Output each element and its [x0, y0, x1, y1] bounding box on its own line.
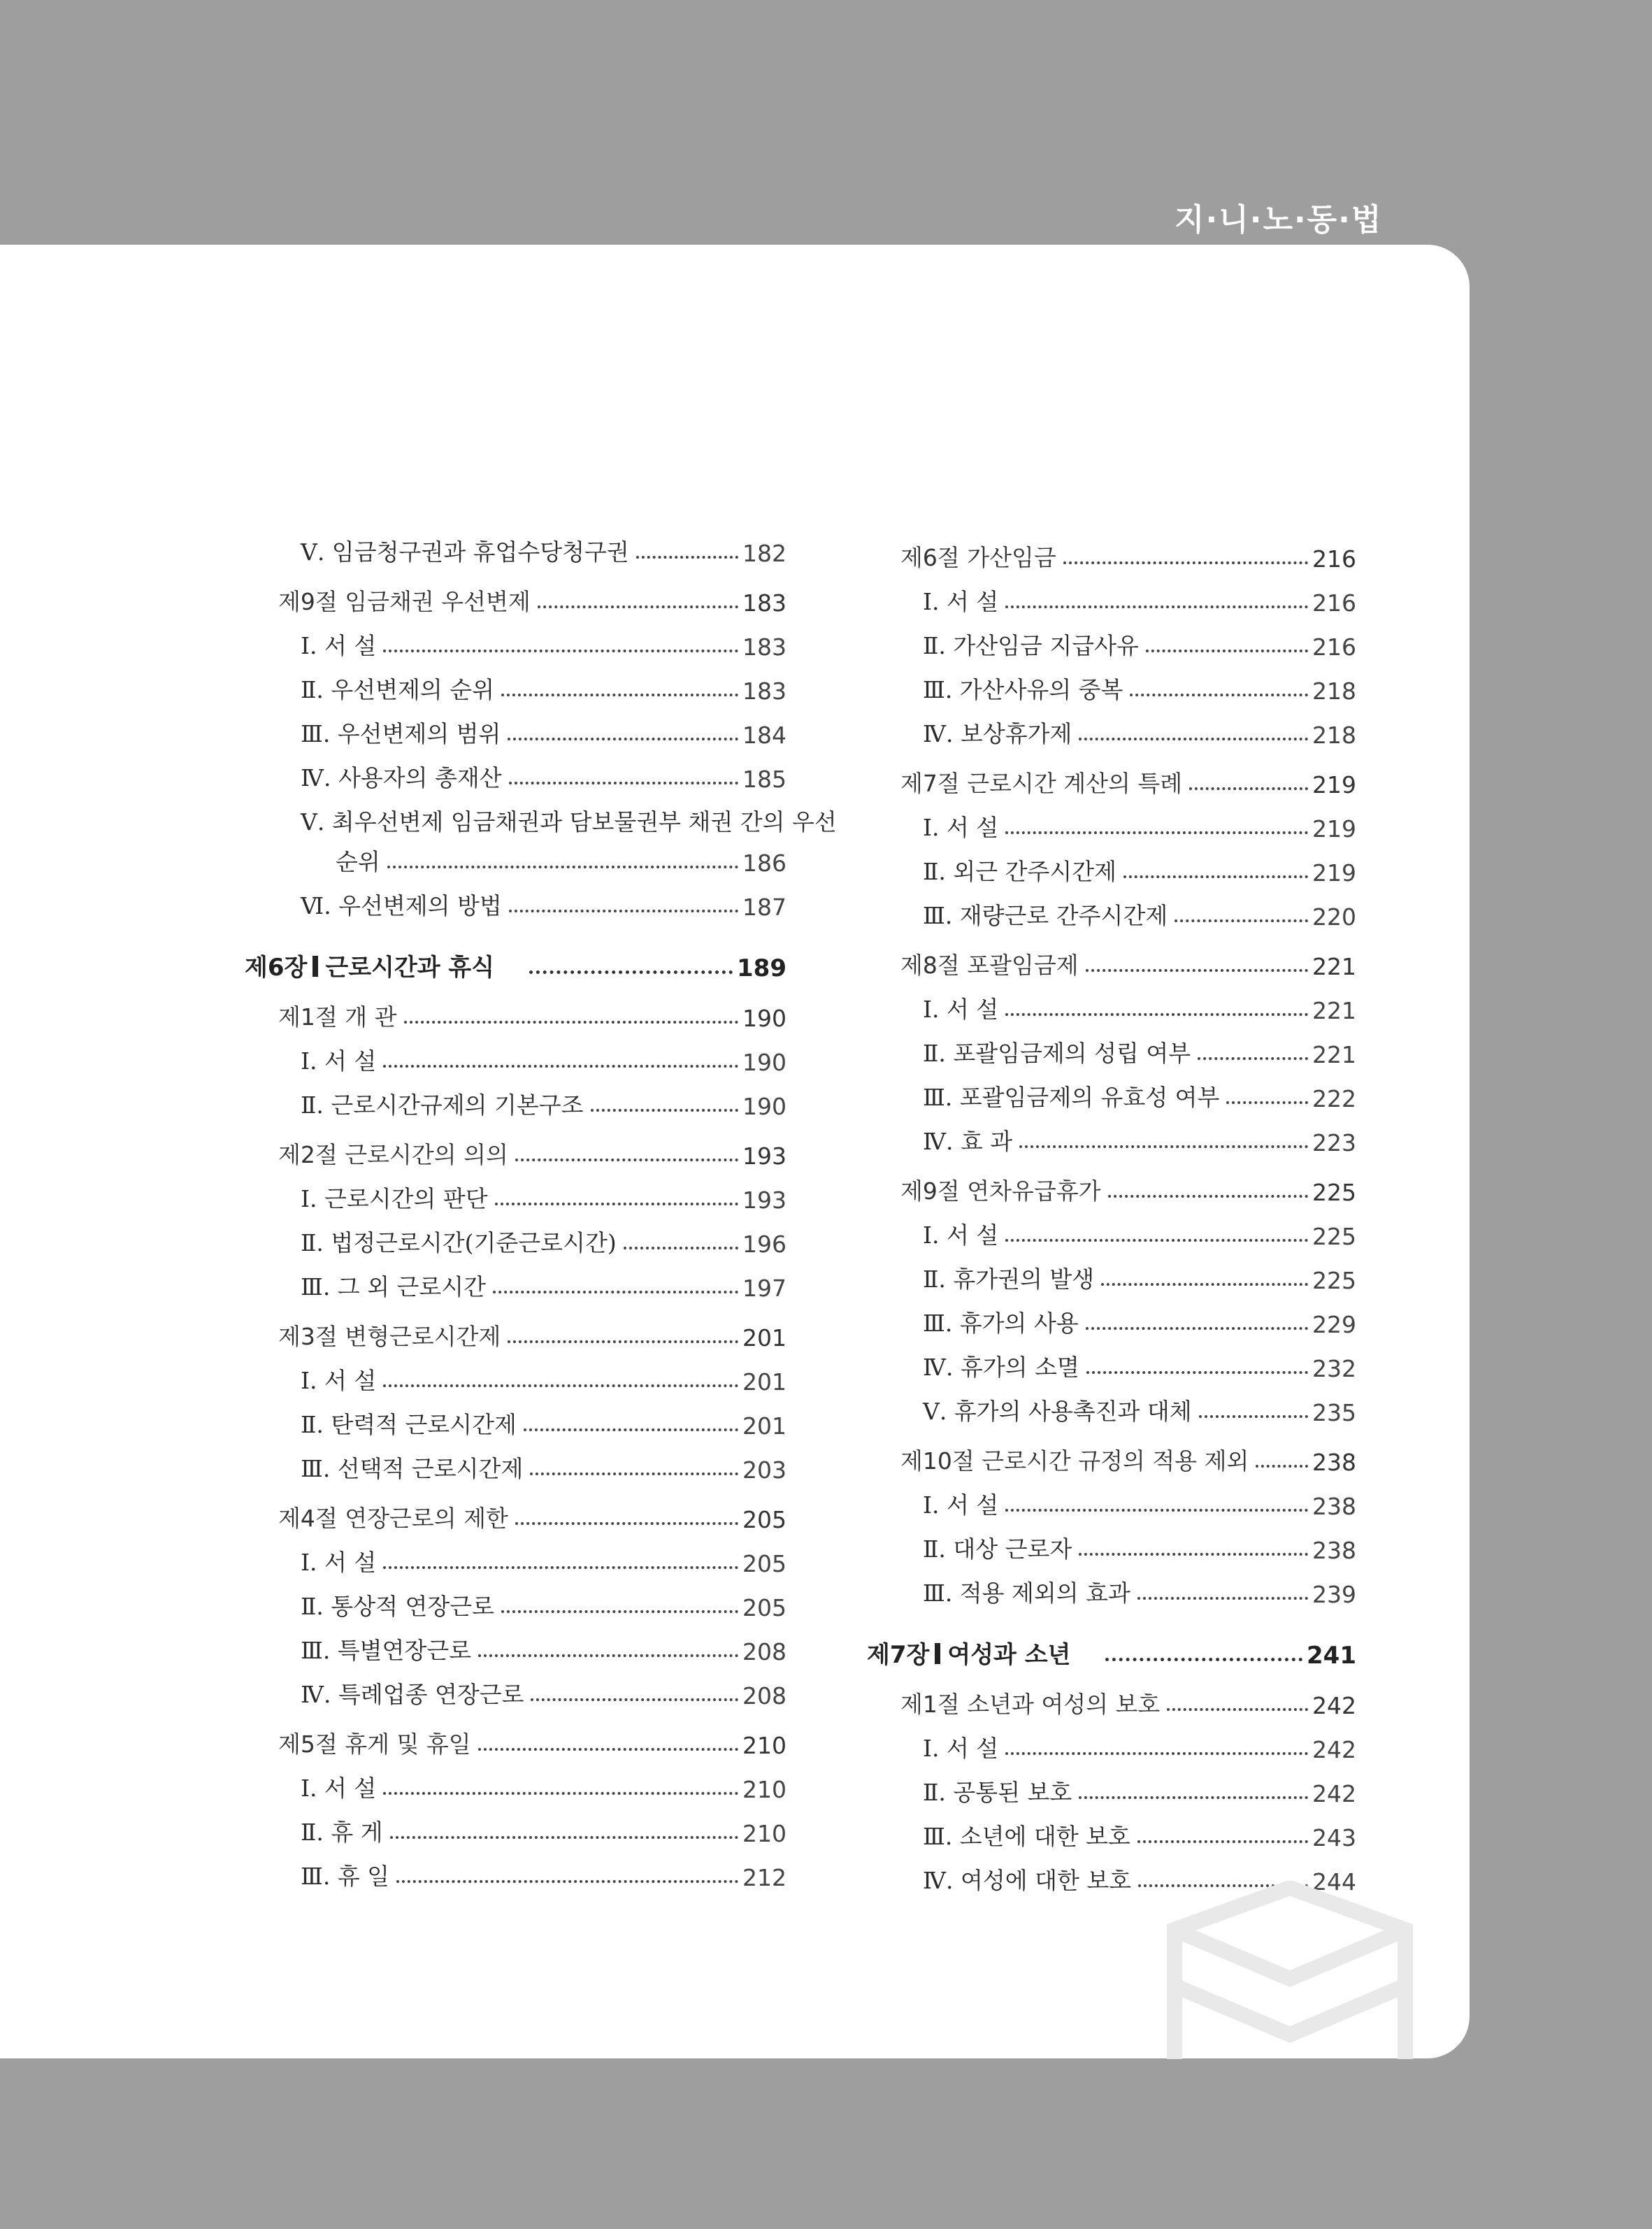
page-number: 223 — [1312, 1129, 1356, 1156]
toc-item — [867, 980, 1356, 1024]
toc-section — [245, 982, 787, 1032]
page-number: 218 — [1312, 678, 1356, 705]
dot-leader — [1167, 1708, 1308, 1711]
page-number: 210 — [742, 1732, 787, 1759]
page-number: 190 — [742, 1049, 787, 1076]
toc-item — [867, 1206, 1356, 1250]
dot-leader — [1005, 1239, 1308, 1242]
toc-item — [245, 1847, 787, 1891]
dot-leader — [501, 1610, 738, 1613]
toc-entry-title: Ⅳ. 특례업종 연장근로 — [301, 1681, 524, 1708]
page-number: 196 — [742, 1231, 787, 1258]
page-number: 183 — [742, 678, 787, 705]
dot-leader — [1005, 1509, 1308, 1512]
dot-leader — [478, 1748, 738, 1751]
page-number: 242 — [1312, 1692, 1356, 1719]
page-number: 185 — [742, 766, 787, 793]
toc-item — [245, 793, 837, 837]
page-number: 225 — [1312, 1267, 1356, 1294]
dot-leader — [1005, 605, 1308, 608]
dot-leader — [404, 1021, 739, 1024]
toc-item — [245, 661, 787, 705]
dot-leader — [636, 556, 738, 559]
dot-leader — [383, 1065, 738, 1068]
toc-item — [867, 1024, 1356, 1068]
dot-leader — [508, 1340, 738, 1343]
toc-entry-title: Ⅱ. 포괄임금제의 성립 여부 — [923, 1040, 1191, 1067]
toc-entry-title: 제5절 휴게 및 휴일 — [278, 1730, 471, 1758]
page-number: 229 — [1312, 1311, 1356, 1338]
page-number: 243 — [1312, 1824, 1356, 1851]
page-number: 210 — [742, 1776, 787, 1803]
toc-section — [867, 1426, 1356, 1476]
toc-item — [245, 1665, 787, 1710]
toc-section — [245, 1710, 787, 1759]
page-number: 183 — [742, 589, 787, 617]
page-number: 219 — [1312, 815, 1356, 843]
dot-leader — [624, 1247, 738, 1249]
dot-leader — [383, 1384, 738, 1387]
page-number: 238 — [1312, 1493, 1356, 1520]
toc-entry-title: Ⅱ. 공통된 보호 — [923, 1779, 1072, 1806]
chapter-title: 여성과 소년 — [947, 1641, 1071, 1669]
dot-leader — [515, 1159, 738, 1161]
dot-leader — [524, 1428, 738, 1431]
toc-item — [867, 1112, 1356, 1156]
toc-section — [867, 523, 1356, 573]
toc-entry-title: Ⅴ. 임금청구권과 휴업수당청구권 — [301, 538, 629, 566]
toc-entry-title: Ⅳ. 보상휴가제 — [923, 720, 1072, 747]
toc-item — [867, 1338, 1356, 1382]
toc-section — [245, 567, 787, 617]
toc-entry-title: Ⅱ. 휴 게 — [301, 1819, 383, 1846]
dot-leader — [478, 1654, 738, 1657]
toc-section — [867, 1670, 1356, 1719]
toc-item — [245, 523, 787, 567]
toc-right-column — [867, 523, 1356, 1895]
dot-leader — [531, 1698, 738, 1701]
toc-entry-title: 제1절 소년과 여성의 보호 — [900, 1691, 1161, 1718]
toc-entry-title: Ⅵ. 우선변제의 방법 — [301, 892, 502, 919]
page-number: 225 — [1312, 1223, 1356, 1250]
toc-item — [867, 1476, 1356, 1520]
toc-item — [867, 1520, 1356, 1564]
toc-entry-title: Ⅲ. 선택적 근로시간제 — [301, 1455, 524, 1482]
page-number: 221 — [1312, 1041, 1356, 1068]
toc-entry-title: Ⅰ. 서 설 — [301, 1549, 377, 1576]
chapter-title: 근로시간과 휴식 — [325, 954, 495, 982]
toc-entry-title: Ⅰ. 서 설 — [923, 814, 999, 841]
toc-section — [867, 931, 1356, 980]
toc-entry-title: 제3절 변형근로시간제 — [278, 1323, 501, 1350]
dot-leader — [591, 1109, 738, 1112]
dot-leader — [538, 605, 738, 608]
toc-item — [245, 1440, 787, 1484]
toc-item — [245, 749, 787, 793]
toc-entry-title: Ⅰ. 서 설 — [301, 1367, 377, 1394]
page-number: 219 — [1312, 859, 1356, 887]
dot-leader — [1146, 650, 1308, 652]
toc-entry-title: 제4절 연장근로의 제한 — [278, 1505, 508, 1532]
page-number: 189 — [737, 954, 787, 982]
page-number: 221 — [1312, 953, 1356, 980]
toc-entry-title: Ⅱ. 근로시간규제의 기본구조 — [301, 1091, 584, 1119]
dot-leader — [1101, 1283, 1308, 1286]
page-number: 238 — [1312, 1537, 1356, 1564]
dot-leader — [530, 1472, 738, 1475]
toc-entry-title: Ⅰ. 서 설 — [923, 996, 999, 1023]
page-number: 235 — [1312, 1399, 1356, 1426]
toc-entry-title: Ⅰ. 서 설 — [923, 1491, 999, 1519]
dot-leader — [1198, 1057, 1308, 1060]
dot-leader — [1105, 1658, 1302, 1661]
toc-item — [867, 705, 1356, 749]
toc-item — [245, 1032, 787, 1076]
toc-item — [245, 1170, 787, 1214]
dot-leader — [387, 866, 738, 868]
page-number: 218 — [1312, 722, 1356, 749]
page-number: 208 — [742, 1638, 787, 1665]
dot-leader — [501, 694, 738, 696]
toc-entry-title: Ⅰ. 서 설 — [301, 1047, 377, 1075]
toc-entry-title: Ⅱ. 우선변제의 순위 — [301, 676, 495, 703]
dot-leader — [509, 910, 738, 912]
toc-entry-title: Ⅰ. 서 설 — [301, 1775, 377, 1802]
dot-leader — [493, 1291, 738, 1293]
dot-leader — [1086, 969, 1308, 972]
toc-item — [867, 617, 1356, 661]
toc-left-column — [245, 523, 837, 1891]
toc-entry-title: Ⅰ. 서 설 — [923, 1221, 999, 1249]
dot-leader — [1256, 1465, 1308, 1468]
page-number: 210 — [742, 1820, 787, 1847]
page-number: 197 — [742, 1275, 787, 1302]
toc-section — [245, 1484, 787, 1533]
page-number: 212 — [742, 1864, 787, 1891]
page-number: 232 — [1312, 1355, 1356, 1382]
toc-entry-title: Ⅱ. 외근 간주시간제 — [923, 858, 1117, 885]
toc-entry-title: Ⅲ. 포괄임금제의 유효성 여부 — [923, 1084, 1220, 1111]
dot-leader — [1086, 1327, 1308, 1330]
page-number: 222 — [1312, 1085, 1356, 1112]
dot-leader — [508, 738, 738, 740]
dot-leader — [396, 1880, 738, 1883]
toc-entry-title: 제10절 근로시간 규정의 적용 제외 — [900, 1447, 1249, 1475]
toc-entry-title: 제9절 연차유급휴가 — [900, 1177, 1101, 1205]
toc-entry-title: Ⅴ. 최우선변제 임금채권과 담보물권부 채권 간의 우선 — [301, 808, 837, 836]
dot-leader — [1079, 1796, 1308, 1799]
toc-item — [867, 843, 1356, 887]
toc-entry-title: Ⅲ. 휴 일 — [301, 1863, 390, 1890]
toc-section — [245, 1120, 787, 1170]
page-number: 238 — [1312, 1449, 1356, 1476]
toc-section — [245, 1302, 787, 1352]
page-number: 201 — [742, 1368, 787, 1396]
toc-item — [245, 1803, 787, 1847]
page-number: 220 — [1312, 903, 1356, 931]
page-number: 201 — [742, 1324, 787, 1352]
toc-entry-title: Ⅲ. 휴가의 사용 — [923, 1310, 1079, 1337]
page-number: 239 — [1312, 1581, 1356, 1608]
toc-item — [867, 1068, 1356, 1112]
toc-item — [867, 573, 1356, 617]
dot-leader — [1137, 1840, 1308, 1843]
toc-item — [245, 617, 787, 661]
page-number: 183 — [742, 633, 787, 661]
toc-chapter — [245, 921, 787, 982]
toc-item — [245, 1577, 787, 1621]
dot-leader — [1123, 875, 1308, 878]
toc-entry-title: 순위 — [336, 848, 380, 875]
toc-entry-title: 제6절 가산임금 — [900, 544, 1056, 571]
dot-leader — [383, 1792, 738, 1795]
cube-logo-icon — [1164, 1881, 1416, 2059]
toc-item — [867, 1382, 1356, 1426]
page-number: 221 — [1312, 997, 1356, 1024]
toc-entry-title: Ⅲ. 특별연장근로 — [301, 1637, 472, 1664]
toc-entry-title: Ⅰ. 서 설 — [301, 632, 377, 659]
toc-entry-title: Ⅳ. 효 과 — [923, 1128, 1013, 1155]
dot-leader — [383, 1566, 738, 1569]
page-number: 225 — [1312, 1179, 1356, 1206]
dot-leader — [390, 1836, 738, 1839]
toc-entry-title: Ⅳ. 사용자의 총재산 — [301, 764, 502, 791]
page-number: 216 — [1312, 633, 1356, 661]
toc-item — [245, 1759, 787, 1803]
page-number: 187 — [742, 894, 787, 921]
toc-item — [245, 1258, 787, 1302]
toc-section — [867, 749, 1356, 798]
dot-leader — [1175, 919, 1308, 922]
page-number: 241 — [1307, 1642, 1356, 1670]
toc-entry-title: Ⅲ. 가산사유의 중복 — [923, 676, 1123, 703]
toc-entry-title: Ⅱ. 휴가권의 발생 — [923, 1266, 1095, 1293]
page-number: 205 — [742, 1550, 787, 1577]
dot-leader — [1005, 831, 1308, 834]
toc-item — [867, 1763, 1356, 1807]
toc-item — [245, 877, 787, 921]
toc-entry-title: Ⅴ. 휴가의 사용촉진과 대체 — [923, 1398, 1192, 1425]
page-number: 193 — [742, 1142, 787, 1170]
toc-entry-title: Ⅱ. 통상적 연장근로 — [301, 1593, 495, 1620]
page-number: 182 — [742, 540, 787, 567]
toc-entry-title: Ⅱ. 대상 근로자 — [923, 1535, 1072, 1563]
toc-item — [867, 1807, 1356, 1851]
page-number: 201 — [742, 1412, 787, 1440]
toc-item — [245, 837, 787, 877]
dot-leader — [1019, 1145, 1308, 1148]
toc-entry-title: Ⅲ. 우선변제의 범위 — [301, 720, 501, 747]
toc-item — [245, 1396, 787, 1440]
page-number: 219 — [1312, 771, 1356, 798]
toc-item — [867, 1294, 1356, 1338]
page-number: 216 — [1312, 545, 1356, 573]
toc-item — [245, 1076, 787, 1120]
toc-entry-title — [245, 948, 494, 982]
chapter-number: 제6장 — [245, 954, 308, 982]
toc-entry-title: 제1절 개 관 — [278, 1003, 397, 1031]
page-number: 193 — [742, 1187, 787, 1214]
dot-leader — [1226, 1101, 1308, 1104]
chapter-bar-icon — [313, 956, 318, 977]
toc-entry-title: Ⅳ. 여성에 대한 보호 — [923, 1867, 1132, 1894]
toc-item — [867, 798, 1356, 843]
page-number: 205 — [742, 1594, 787, 1621]
dot-leader — [1005, 1752, 1308, 1755]
page-number: 242 — [1312, 1780, 1356, 1807]
dot-leader — [509, 782, 738, 784]
page-number: 242 — [1312, 1736, 1356, 1763]
toc-item — [867, 1719, 1356, 1763]
toc-entry-title: 제8절 포괄임금제 — [900, 952, 1079, 979]
toc-item — [867, 1564, 1356, 1608]
page-number: 186 — [742, 850, 787, 877]
page-number: 190 — [742, 1005, 787, 1032]
dot-leader — [1108, 1195, 1308, 1198]
toc-entry-title: Ⅰ. 서 설 — [923, 1735, 999, 1762]
book-title: 지·니·노·동·법 — [1175, 202, 1383, 238]
toc-entry-title: Ⅲ. 그 외 근로시간 — [301, 1273, 487, 1300]
toc-chapter — [867, 1608, 1356, 1670]
dot-leader — [1137, 1597, 1308, 1600]
toc-entry-title: Ⅱ. 법정근로시간(기준근로시간) — [301, 1229, 617, 1256]
toc-entry-title: 제7절 근로시간 계산의 특례 — [900, 770, 1183, 797]
toc-entry-title: Ⅲ. 적용 제외의 효과 — [923, 1579, 1130, 1607]
toc-entry-title: 제2절 근로시간의 의의 — [278, 1141, 508, 1168]
chapter-number: 제7장 — [867, 1641, 930, 1669]
toc-entry-title: Ⅰ. 근로시간의 판단 — [301, 1185, 488, 1212]
toc-item — [245, 1621, 787, 1665]
page-number: 216 — [1312, 589, 1356, 617]
chapter-bar-icon — [935, 1643, 940, 1664]
page-number: 203 — [742, 1456, 787, 1484]
toc-item — [867, 661, 1356, 705]
dot-leader — [1199, 1415, 1308, 1418]
toc-entry-title: Ⅱ. 가산임금 지급사유 — [923, 632, 1139, 659]
dot-leader — [515, 1522, 738, 1525]
page-number: 205 — [742, 1506, 787, 1533]
toc-entry-title: Ⅱ. 탄력적 근로시간제 — [301, 1411, 517, 1438]
toc-entry-title: Ⅳ. 휴가의 소멸 — [923, 1354, 1079, 1381]
dot-leader — [495, 1203, 738, 1205]
toc-entry-title: Ⅲ. 재량근로 간주시간제 — [923, 902, 1168, 929]
page-number: 190 — [742, 1093, 787, 1120]
toc-item — [867, 887, 1356, 931]
toc-entry-title: Ⅰ. 서 설 — [923, 588, 999, 615]
toc-entry-title — [867, 1635, 1070, 1670]
dot-leader — [1086, 1371, 1308, 1374]
dot-leader — [529, 970, 733, 974]
dot-leader — [1130, 694, 1308, 696]
page-number: 208 — [742, 1682, 787, 1710]
dot-leader — [1189, 787, 1308, 790]
dot-leader — [1005, 1013, 1308, 1016]
dot-leader — [1063, 561, 1308, 564]
dot-leader — [1079, 1553, 1308, 1556]
toc-item — [245, 1533, 787, 1577]
toc-item — [245, 705, 787, 749]
toc-item — [245, 1352, 787, 1396]
page-number: 244 — [1312, 1868, 1356, 1895]
toc-entry-title: Ⅲ. 소년에 대한 보호 — [923, 1823, 1130, 1850]
toc-item — [867, 1250, 1356, 1294]
toc-entry-title: 제9절 임금채권 우선변제 — [278, 588, 531, 615]
dot-leader — [383, 650, 738, 652]
page-number: 184 — [742, 722, 787, 749]
toc-item — [245, 1214, 787, 1258]
dot-leader — [1079, 738, 1308, 740]
toc-section — [867, 1156, 1356, 1206]
